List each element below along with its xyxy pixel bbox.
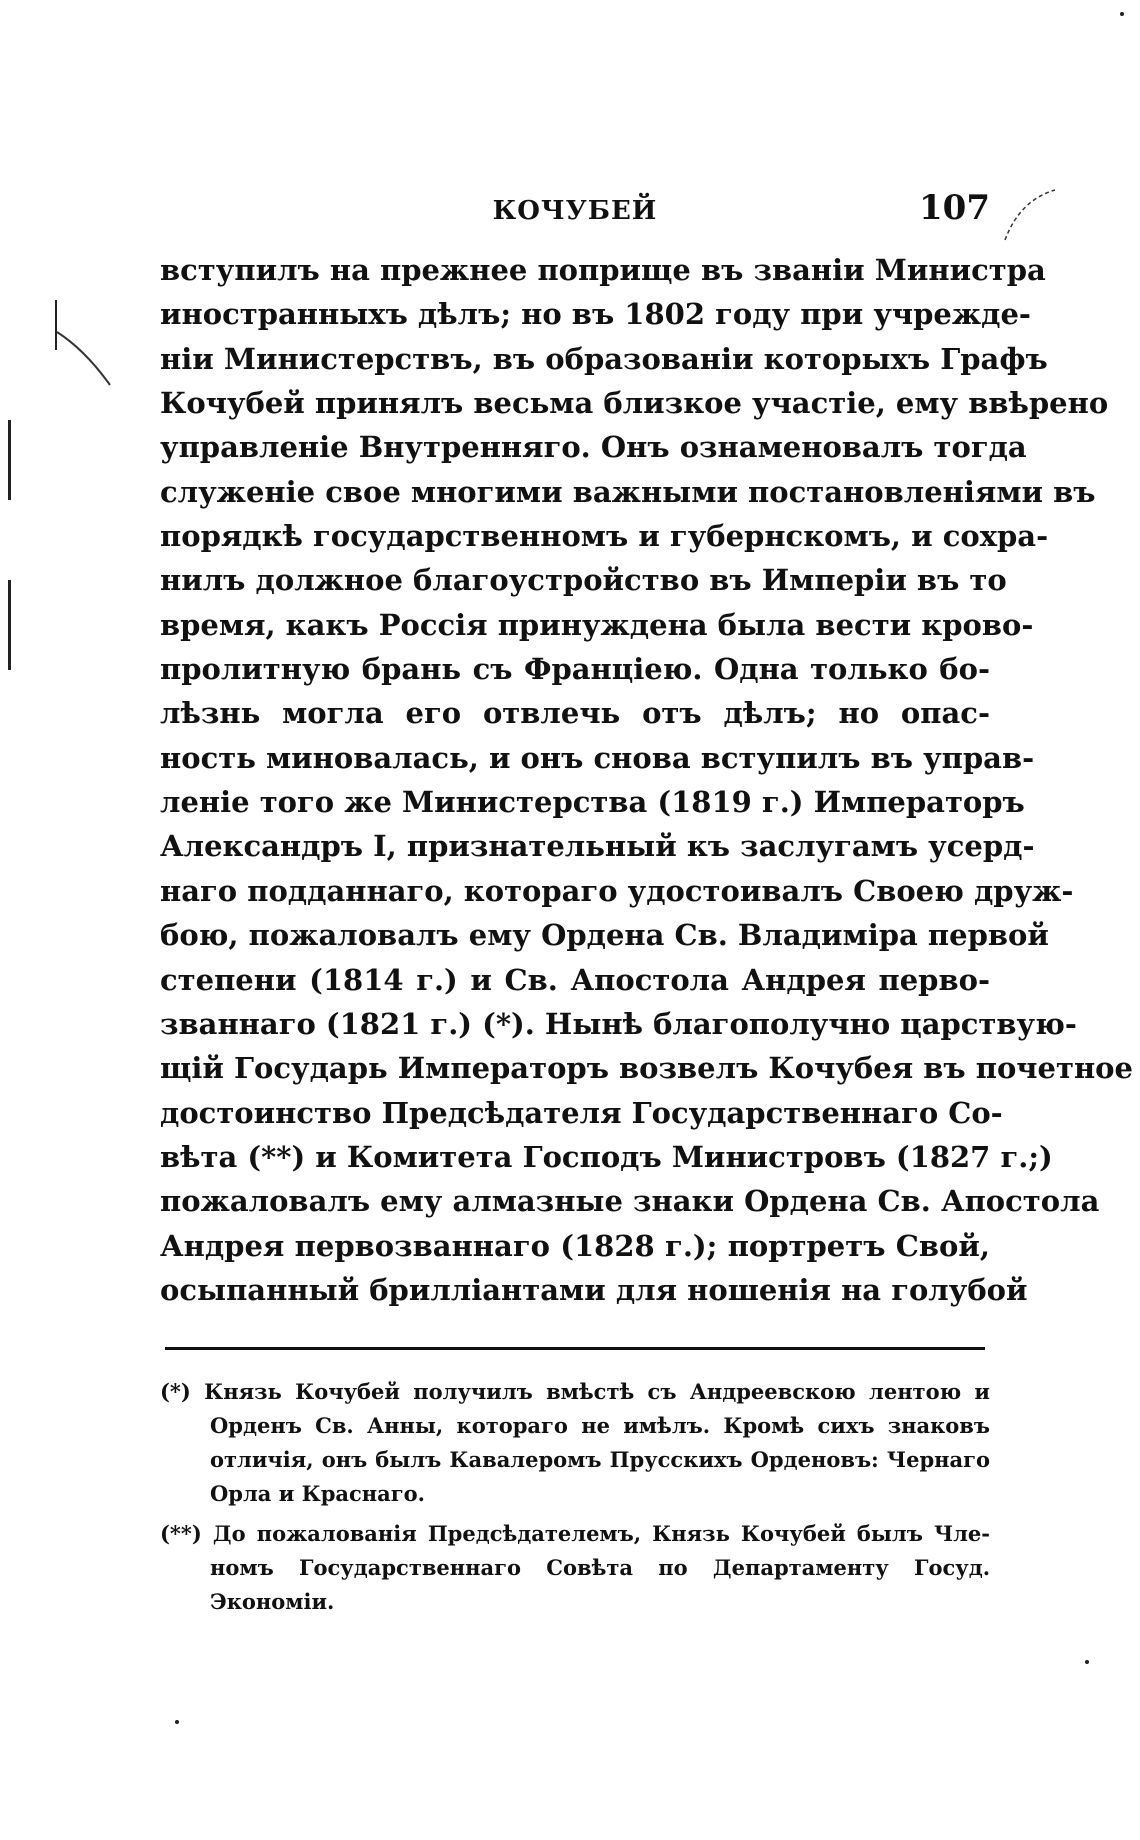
- text-line: наго подданнаго, котораго удостоивалъ Своею друж-: [160, 873, 1074, 908]
- text-line: служеніе свое многими важными постановленіями въ: [160, 474, 1096, 509]
- margin-dot: [1085, 1660, 1089, 1664]
- text-line: щій Государь Императоръ возвелъ Кочубея въ почетное: [160, 1051, 1133, 1086]
- text-line: осыпанный брилліантами для ношенія на голубой: [160, 1272, 1028, 1307]
- footnote-2: [160, 1517, 990, 1619]
- text-line: нилъ должное благоустройство въ Имперіи въ то: [160, 563, 1007, 598]
- text-line: бою, пожаловалъ ему Ордена Св. Владиміра первой: [160, 918, 1049, 953]
- margin-dot: [175, 1720, 179, 1724]
- text-line: пролитную брань съ Франціею. Одна только бо-: [160, 652, 990, 687]
- footnotes: [160, 1375, 990, 1619]
- text-line: достоинство Предсѣдателя Государственнаго Со-: [160, 1095, 1003, 1130]
- body-text: [160, 248, 1133, 1312]
- text-line: лѣзнь могла его отвлечь отъ дѣлъ; но опас-: [160, 696, 990, 731]
- footnote-1: [160, 1375, 990, 1511]
- margin-scribble: [55, 330, 115, 390]
- text-line: ность миновалась, и онъ снова вступилъ въ управ-: [160, 740, 1035, 775]
- text-line: иностранныхъ дѣлъ; но въ 1802 году при учрежде-: [160, 297, 1031, 332]
- page-number: 107: [919, 188, 990, 228]
- margin-mark: [8, 580, 11, 670]
- text-line: вѣта (**) и Комитета Господъ Министровъ (1827 г.;): [160, 1139, 1053, 1174]
- margin-mark: [8, 420, 11, 500]
- margin-dot: [1120, 12, 1124, 16]
- text-line: Андрея первозваннаго (1828 г.); портретъ Свой,: [160, 1228, 990, 1263]
- text-line: вступилъ на прежнее поприще въ званіи Министра: [160, 253, 1046, 287]
- footnote-line: Орла и Краснаго.: [210, 1481, 425, 1506]
- text-line: порядкѣ государственномъ и губернскомъ, и сохра-: [160, 519, 1049, 554]
- footnote-rule: [165, 1347, 985, 1350]
- footnote-line: (**) До пожалованія Предсѣдателемъ, Князь Кочубей былъ Чле-: [160, 1521, 990, 1546]
- footnote-line: Экономіи.: [210, 1589, 335, 1614]
- running-head: [160, 188, 990, 238]
- text-line: Александръ I, признательный къ заслугамъ усерд-: [160, 829, 1035, 864]
- footnote-line: отличія, онъ былъ Кавалеромъ Прусскихъ Орденовъ: Чернаго: [210, 1447, 990, 1472]
- margin-scribble: [1000, 185, 1060, 245]
- text-line: леніе того же Министерства (1819 г.) Императоръ: [160, 785, 1025, 820]
- footnote-line: Орденъ Св. Анны, котораго не имѣлъ. Кромѣ сихъ знаковъ: [210, 1413, 990, 1438]
- text-line: званнаго (1821 г.) (*). Нынѣ благополучно царствую-: [160, 1006, 1077, 1041]
- text-line: управленіе Внутренняго. Онъ ознаменовалъ тогда: [160, 430, 1027, 465]
- footnote-line: номъ Государственнаго Совѣта по Департаменту Госуд.: [210, 1555, 990, 1580]
- text-line: степени (1814 г.) и Св. Апостола Андрея перво-: [160, 962, 990, 997]
- text-line: время, какъ Россія принуждена была вести крово-: [160, 607, 1034, 642]
- running-title: КОЧУБЕЙ: [492, 196, 658, 226]
- text-line: пожаловалъ ему алмазные знаки Ордена Св. Апостола: [160, 1184, 1100, 1219]
- text-line: ніи Министерствъ, въ образованіи которыхъ Графъ: [160, 341, 1048, 376]
- text-line: Кочубей принялъ весьма близкое участіе, ему ввѣрено: [160, 386, 1109, 421]
- footnote-line: (*) Князь Кочубей получилъ вмѣстѣ съ Андреевскою лентою и: [160, 1379, 990, 1404]
